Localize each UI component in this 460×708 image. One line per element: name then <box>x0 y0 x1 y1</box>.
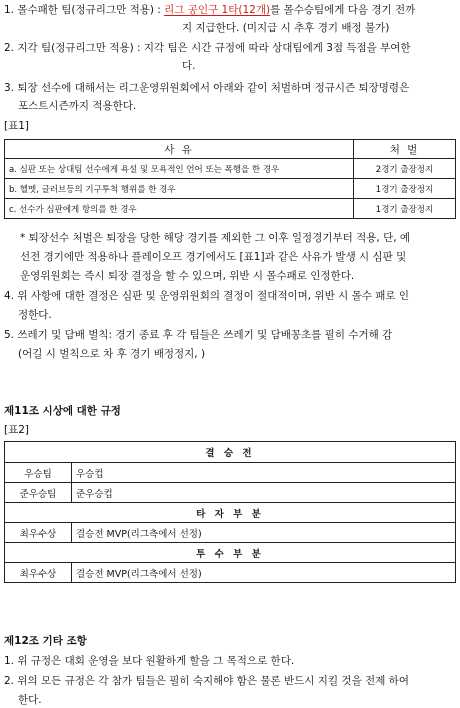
rule-item-2 <box>4 40 411 55</box>
note-line-1: * 퇴장선수 처벌은 퇴장을 당한 해당 경기를 제외한 그 이후 일정경기부터 적용, 단, 예 <box>20 232 411 244</box>
header-reason: 사 유 <box>5 140 354 159</box>
penalty-cell: 1경기 출장정지 <box>354 179 456 199</box>
article-12-item-2-continuation: 한다. <box>18 694 42 706</box>
section-batter: 타 자 부 분 <box>5 503 456 523</box>
rule-item-5 <box>4 327 392 342</box>
rule-item-3 <box>4 80 409 95</box>
award-value: 준우승컵 <box>72 483 456 503</box>
item-text-tail: 를 몰수승팀에게 다음 경기 전까 <box>270 4 416 16</box>
article-12-title: 제12조 기타 조항 <box>4 635 87 647</box>
table-2-caption: [표2] <box>4 424 30 436</box>
section-row <box>5 442 456 463</box>
item-text: 몰수패한 팀(정규리그만 적용) : <box>17 4 165 16</box>
item-text: 위의 모든 규정은 각 참가 팀들은 필히 숙지해야 함은 물론 반드시 지킬 것을 전제 하여 <box>17 675 409 687</box>
award-label: 준우승팀 <box>5 483 72 503</box>
table-1-caption: [표1] <box>4 120 30 132</box>
award-label: 최우수상 <box>5 523 72 543</box>
reason-cell: c. 선수가 심판에게 항의를 한 경우 <box>5 199 354 219</box>
suspension-table <box>4 139 456 219</box>
awards-table <box>4 441 456 583</box>
item-text: 지각 팀(정규리그만 적용) : 지각 팀은 시간 규정에 따라 상대팀에게 3점 득점을 부여한 <box>17 42 411 54</box>
rule-item-5-continuation: (어길 시 벌칙으로 차 후 경기 배정정지, ) <box>18 348 206 360</box>
article-12-item-2 <box>4 673 409 688</box>
section-row <box>5 503 456 523</box>
item-number: 2. <box>4 42 15 54</box>
item-text: 위 규정은 대회 운영을 보다 원활하게 할을 그 목적으로 한다. <box>17 655 295 667</box>
item-text: 쓰레기 및 담배 벌칙: 경기 종료 후 각 팀들은 쓰레기 및 담배꽁초를 필히 수거해 감 <box>17 329 393 341</box>
award-label: 우승팀 <box>5 463 72 483</box>
item-text: 퇴장 선수에 대해서는 리그운영위원회에서 아래와 같이 처벌하며 정규시즌 퇴장명령은 <box>17 82 410 94</box>
rule-item-1-continuation: 지 지급한다. (미지급 시 추후 경기 배정 불가) <box>182 22 390 34</box>
table-row <box>5 483 456 503</box>
item-text: 위 사항에 대한 결정은 심판 및 운영위원회의 결정이 절대적이며, 위반 시 몰수 패로 인 <box>17 290 409 302</box>
item-number: 5. <box>4 329 15 341</box>
section-pitcher: 투 수 부 분 <box>5 543 456 563</box>
highlighted-penalty: 리그 공인구 1타(12개) <box>164 4 271 16</box>
penalty-cell: 1경기 출장정지 <box>354 199 456 219</box>
table-row <box>5 179 456 199</box>
table-row <box>5 463 456 483</box>
table-row <box>5 159 456 179</box>
award-value: 우승컵 <box>72 463 456 483</box>
note-line-2: 선전 경기에만 적용하나 플레이오프 경기에서도 [표1]과 같은 사유가 발생 시 심판 및 <box>20 251 407 263</box>
rule-item-1 <box>4 2 415 17</box>
item-number: 3. <box>4 82 15 94</box>
note-line-3: 운영위원회는 즉시 퇴장 결정을 할 수 있으며, 위반 시 몰수패로 인정한다. <box>20 270 355 282</box>
section-row <box>5 543 456 563</box>
item-number: 2. <box>4 675 15 687</box>
rule-item-4 <box>4 288 409 303</box>
header-penalty: 처 벌 <box>354 140 456 159</box>
rule-item-2-continuation: 다. <box>182 60 196 72</box>
penalty-cell: 2경기 출장정지 <box>354 159 456 179</box>
rule-item-4-continuation: 정한다. <box>18 309 52 321</box>
item-number: 1. <box>4 655 15 667</box>
table-header-row <box>5 140 456 159</box>
section-final: 결 승 전 <box>5 442 456 463</box>
rule-item-3-continuation: 포스트시즌까지 적용한다. <box>18 100 137 112</box>
table-row <box>5 523 456 543</box>
reason-cell: b. 헬멧, 글러브등의 기구투척 행위를 한 경우 <box>5 179 354 199</box>
award-value: 결승전 MVP(리그측에서 선정) <box>72 523 456 543</box>
reason-cell: a. 심판 또는 상대팀 선수에게 욕설 및 모욕적인 언어 또는 폭행을 한 경우 <box>5 159 354 179</box>
article-11-title: 제11조 시상에 대한 규정 <box>4 405 121 417</box>
table-row <box>5 563 456 583</box>
item-number: 4. <box>4 290 15 302</box>
article-12-item-1 <box>4 653 294 668</box>
award-value: 결승전 MVP(리그측에서 선정) <box>72 563 456 583</box>
item-number: 1. <box>4 4 15 16</box>
award-label: 최우수상 <box>5 563 72 583</box>
table-row <box>5 199 456 219</box>
